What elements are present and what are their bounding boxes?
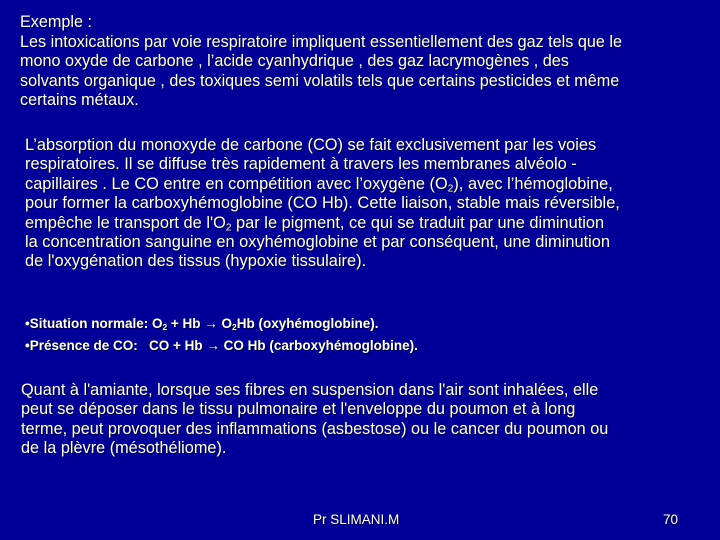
- asbestos-paragraph: [21, 381, 691, 458]
- co-line: L’absorption du monoxyde de carbone (CO) se fait exclusivement par les voies: [25, 136, 597, 154]
- bullet-normal-situation: [25, 313, 685, 335]
- intro-line: certains métaux.: [20, 91, 139, 110]
- bullet-text: Hb (oxyhémoglobine).: [236, 316, 379, 331]
- asbestos-line: terme, peut provoquer des inflammations (asbestose) ou le cancer du poumon ou: [21, 419, 609, 438]
- subscript: 2: [232, 322, 237, 333]
- bullet-co-presence: •Présence de CO: CO + Hb → CO Hb (carboxyhémoglobine).: [25, 337, 418, 353]
- asbestos-line: Quant à l'amiante, lorsque ses fibres en suspension dans l'air sont inhalées, elle: [21, 381, 599, 399]
- intro-paragraph: [20, 13, 710, 111]
- intro-heading: Exemple :: [20, 13, 92, 31]
- subscript: 2: [162, 322, 168, 333]
- co-text: ), avec l’hémoglobine,: [453, 174, 613, 193]
- subscript: 2: [225, 222, 232, 234]
- bullet-text: •Situation normale: O: [25, 316, 163, 331]
- intro-line: mono oxyde de carbone , l’acide cyanhydrique , des gaz lacrymogènes , des: [20, 52, 569, 71]
- subscript: 2: [447, 183, 454, 195]
- asbestos-line: de la plèvre (mésothéliome).: [21, 438, 227, 457]
- co-line: [25, 214, 690, 233]
- co-paragraph: [25, 136, 690, 272]
- intro-line: Les intoxications par voie respiratoire impliquent essentiellement des gaz tels que le: [20, 32, 622, 51]
- asbestos-line: peut se déposer dans le tissu pulmonaire et l'enveloppe du poumon et à long: [21, 400, 576, 419]
- footer-author: Pr SLIMANI.M: [313, 512, 400, 527]
- co-line: de l'oxygénation des tissus (hypoxie tissulaire).: [25, 252, 367, 271]
- page-number: 70: [662, 512, 678, 527]
- co-text: empêche le transport de l'O: [25, 213, 226, 232]
- co-text: capillaires . Le CO entre en compétition avec l’oxygène (O: [25, 174, 448, 193]
- bullet-list: [25, 313, 685, 356]
- co-line: [25, 175, 690, 194]
- co-line: pour former la carboxyhémoglobine (CO Hb). Cette liaison, stable mais réversible,: [25, 194, 620, 213]
- co-text: par le pigment, ce qui se traduit par une diminution: [231, 213, 605, 232]
- intro-line: solvants organique , des toxiques semi volatils tels que certains pesticides et même: [20, 71, 620, 90]
- co-line: respiratoires. Il se diffuse très rapidement à travers les membranes alvéolo -: [25, 155, 577, 174]
- co-line: la concentration sanguine en oxyhémoglobine et par conséquent, une diminution: [25, 233, 611, 252]
- bullet-text: + Hb → O: [167, 316, 233, 331]
